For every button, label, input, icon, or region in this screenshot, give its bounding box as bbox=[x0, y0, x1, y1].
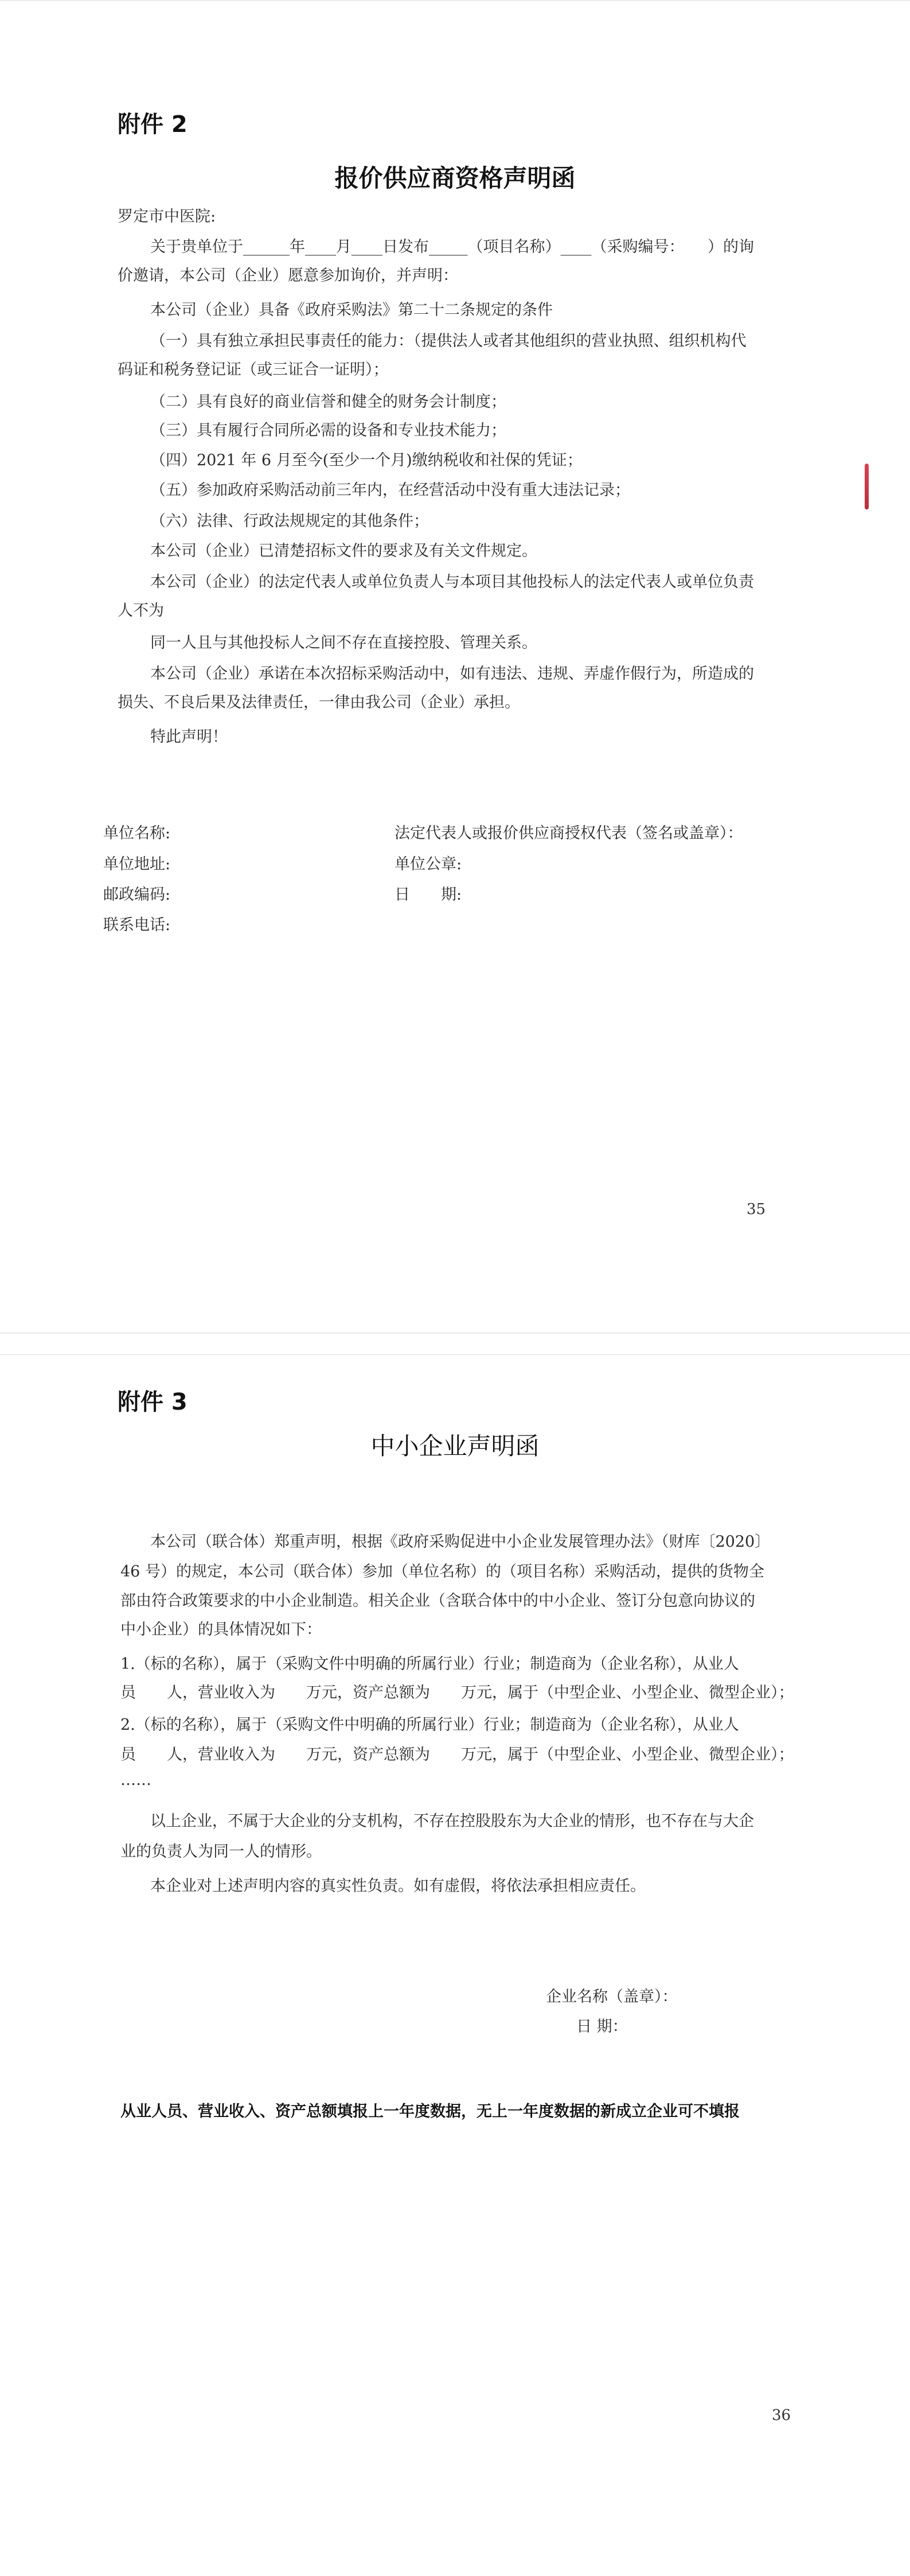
field-legal-representative: 法定代表人或报价供应商授权代表（签名或盖章）： bbox=[395, 824, 743, 842]
footnote: 从业人员、营业收入、资产总额填报上一年度数据，无上一年度数据的新成立企业可不填报 bbox=[120, 2103, 740, 2120]
document-page-36 bbox=[0, 1354, 910, 2576]
page-divider bbox=[0, 1332, 910, 1334]
field-company-seal: 单位公章: bbox=[395, 855, 462, 873]
ellipsis: …… bbox=[120, 1771, 151, 1789]
field-date: 日 期： bbox=[576, 2018, 628, 2036]
enterprise-item: 员 人，营业收入为 万元，资产总额为 万元，属于（中型企业、小型企业、微型企业）； bbox=[120, 1684, 794, 1702]
field-company-address: 单位地址: bbox=[103, 855, 171, 873]
addressee: 罗定市中医院: bbox=[118, 208, 216, 225]
field-date: 日 期: bbox=[395, 886, 462, 904]
attachment-label: 附件 2 bbox=[118, 111, 188, 138]
attachment-label: 附件 3 bbox=[118, 1389, 188, 1415]
body-line: 价邀请，本公司（企业）愿意参加询价，并声明： bbox=[118, 267, 458, 285]
condition-item: （三）具有履行合同所必需的设备和专业技术能力； bbox=[150, 422, 506, 439]
enterprise-item: 员 人，营业收入为 万元，资产总额为 万元，属于（中型企业、小型企业、微型企业）； bbox=[120, 1746, 794, 1764]
condition-item: （四）2021 年 6 月至今(至少一个月)缴纳税收和社保的凭证； bbox=[150, 452, 583, 469]
page-number: 36 bbox=[772, 2407, 791, 2424]
page-title: 报价供应商资格声明函 bbox=[334, 164, 576, 192]
body-line: 损失、不良后果及法律责任，一律由我公司（企业）承担。 bbox=[118, 694, 520, 711]
body-line: 本公司（企业）已清楚招标文件的要求及有关文件规定。 bbox=[150, 542, 537, 560]
page-title: 中小企业声明函 bbox=[370, 1432, 540, 1460]
body-line: 业的负责人为同一人的情形。 bbox=[120, 1843, 322, 1861]
condition-item: （二）具有良好的商业信誉和健全的财务会计制度； bbox=[150, 393, 506, 411]
body-line: 部由符合政策要求的中小企业制造。相关企业（含联合体中的中小企业、签订分包意向协议的 bbox=[120, 1592, 755, 1610]
body-line: 关于贵单位于______年____月____日发布_____（项目名称）____（采购编号： ）的询 bbox=[150, 238, 754, 256]
field-phone: 联系电话: bbox=[103, 916, 171, 934]
body-line: 本公司（企业）承诺在本次招标采购活动中，如有违法、违规、弄虚作假行为，所造成的 bbox=[150, 665, 754, 683]
field-company-name: 单位名称: bbox=[103, 824, 171, 842]
field-enterprise-name: 企业名称（盖章）： bbox=[546, 1988, 678, 2006]
body-line: 本企业对上述声明内容的真实性负责。如有虚假，将依法承担相应责任。 bbox=[150, 1877, 646, 1895]
body-line: 46 号）的规定，本公司（联合体）参加（单位名称）的（项目名称）采购活动，提供的货物全 bbox=[120, 1563, 764, 1581]
page-number: 35 bbox=[747, 1201, 766, 1218]
page-edge bbox=[0, 1354, 910, 1355]
condition-item: （五）参加政府采购活动前三年内，在经营活动中没有重大违法记录； bbox=[150, 481, 630, 499]
condition-item: （六）法律、行政法规规定的其他条件； bbox=[150, 512, 429, 530]
condition-item: 码证和税务登记证（或三证合一证明）； bbox=[118, 361, 389, 379]
body-line: 同一人且与其他投标人之间不存在直接控股、管理关系。 bbox=[150, 634, 537, 652]
body-line: 本公司（企业）具备《政府采购法》第二十二条规定的条件 bbox=[150, 301, 553, 319]
field-postal-code: 邮政编码: bbox=[103, 886, 171, 904]
body-line: 本公司（企业）的法定代表人或单位负责人与本项目其他投标人的法定代表人或单位负责 bbox=[150, 573, 754, 591]
body-line: 本公司（联合体）郑重声明，根据《政府采购促进中小企业发展管理办法》（财库〔2020〕 bbox=[150, 1533, 771, 1551]
enterprise-item: 2.（标的名称），属于（采购文件中明确的所属行业）行业；制造商为（企业名称），从业人 bbox=[120, 1716, 739, 1734]
condition-item: （一）具有独立承担民事责任的能力：（提供法人或者其他组织的营业执照、组织机构代 bbox=[150, 332, 747, 350]
enterprise-item: 1.（标的名称），属于（采购文件中明确的所属行业）行业；制造商为（企业名称），从业人 bbox=[120, 1655, 739, 1673]
page-edge bbox=[0, 0, 910, 1]
body-line: 中小企业）的具体情况如下： bbox=[120, 1621, 322, 1639]
body-line: 以上企业，不属于大企业的分支机构，不存在控股股东为大企业的情形，也不存在与大企 bbox=[150, 1812, 754, 1830]
closing-line: 特此声明！ bbox=[150, 728, 228, 746]
body-line: 人不为 bbox=[118, 602, 164, 620]
red-ink-mark bbox=[865, 464, 869, 509]
